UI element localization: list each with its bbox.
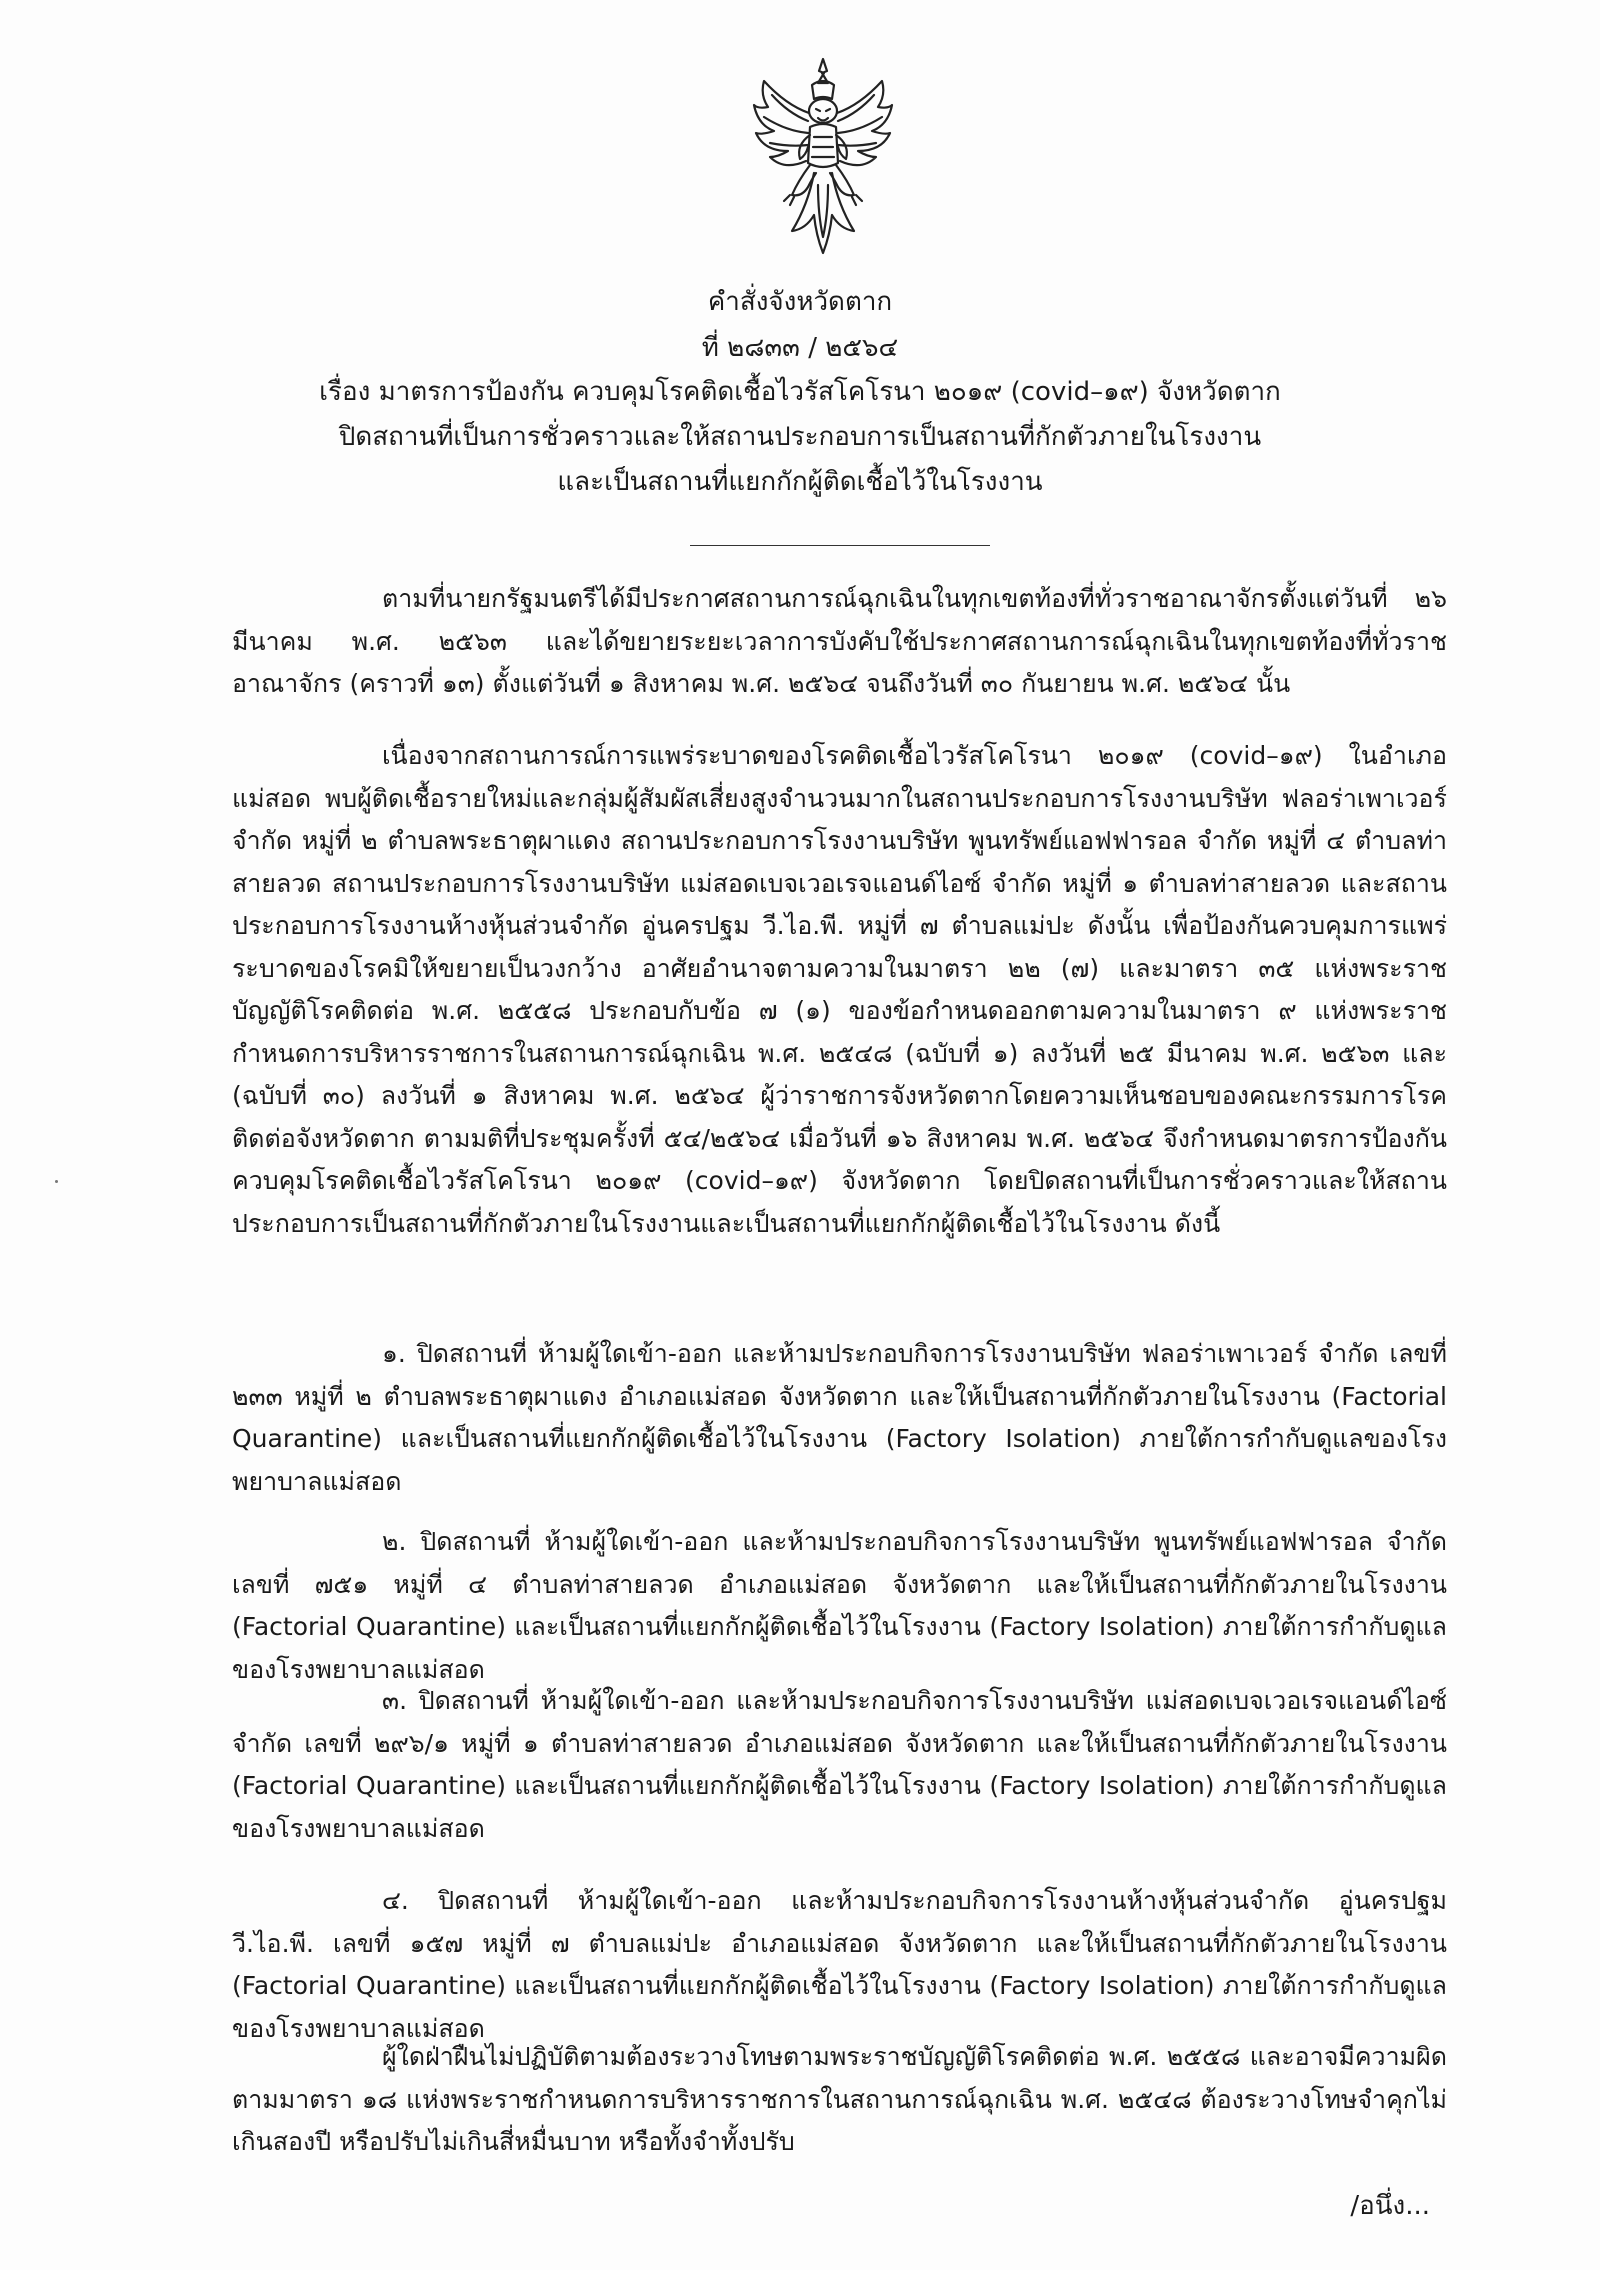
paragraph-text: ตามที่นายกรัฐมนตรีได้มีประกาศสถานการณ์ฉุกเฉินในทุกเขตท้องที่ทั่วราชอาณาจักรตั้งแต่วันที่ ๒๖ มีนาคม พ.ศ. ๒๕๖๓ และได้ขยายระยะเวลาการบังคับใช้ประกาศสถานการณ์ฉุกเฉินในทุกเขตท้องที่ทั่วราชอาณาจักร (คราวที่ ๑๓) ตั้งแต่วันที่ ๑ สิงหาคม พ.ศ. ๒๕๖๔ จนถึงวันที่ ๓๐ กันยายน พ.ศ. ๒๕๖๔ นั้น: [232, 584, 1447, 698]
paragraph-reasoning: [232, 735, 1447, 1292]
paragraph-text: ๑. ปิดสถานที่ ห้ามผู้ใดเข้า-ออก และห้ามประกอบกิจการโรงงานบริษัท ฟลอร่าเพาเวอร์ จำกัด เลขที่ ๒๓๓ หมู่ที่ ๒ ตำบลพระธาตุผาแดง อำเภอแม่สอด จังหวัดตาก และให้เป็นสถานที่กักตัวภายในโรงงาน (Factorial Quarantine) และเป็นสถานที่แยกกักผู้ติดเชื้อไว้ในโรงงาน (Factory Isolation) ภายใต้การกำกับดูแลของโรงพยาบาลแม่สอด: [232, 1339, 1447, 1496]
paragraph-text: ๓. ปิดสถานที่ ห้ามผู้ใดเข้า-ออก และห้ามประกอบกิจการโรงงานบริษัท แม่สอดเบจเวอเรจแอนด์ไอซ์ จำกัด เลขที่ ๒๙๖/๑ หมู่ที่ ๑ ตำบลท่าสายลวด อำเภอแม่สอด จังหวัดตาก และให้เป็นสถานที่กักตัวภายในโรงงาน (Factorial Quarantine) และเป็นสถานที่แยกกักผู้ติดเชื้อไว้ในโรงงาน (Factory Isolation) ภายใต้การกำกับดูแลของโรงพยาบาลแม่สอด: [232, 1686, 1447, 1843]
paragraph-item-1: [232, 1333, 1447, 1505]
paragraph-text: เนื่องจากสถานการณ์การแพร่ระบาดของโรคติดเชื้อไวรัสโคโรนา ๒๐๑๙ (covid–๑๙) ในอำเภอแม่สอด พบผู้ติดเชื้อรายใหม่และกลุ่มผู้สัมผัสเสี่ยงสูงจำนวนมากในสถานประกอบการโรงงานบริษัท ฟลอร่าเพาเวอร์ จำกัด หมู่ที่ ๒ ตำบลพระธาตุผาแดง สถานประกอบการโรงงานบริษัท พูนทรัพย์แอฟฟารอล จำกัด หมู่ที่ ๔ ตำบลท่าสายลวด สถานประกอบการโรงงานบริษัท แม่สอดเบจเวอเรจแอนด์ไอซ์ จำกัด หมู่ที่ ๑ ตำบลท่าสายลวด และสถานประกอบการโรงงานห้างหุ้นส่วนจำกัด อู่นครปฐม วี.ไอ.พี. หมู่ที่ ๗ ตำบลแม่ปะ ดังนั้น เพื่อป้องกันควบคุมการแพร่ระบาดของโรคมิให้ขยายเป็นวงกว้าง อาศัยอำนาจตามความในมาตรา ๒๒ (๗) และมาตรา ๓๕ แห่งพระราชบัญญัติโรคติดต่อ พ.ศ. ๒๕๕๘ ประกอบกับข้อ ๗ (๑) ของข้อกำหนดออกตามความในมาตรา ๙ แห่งพระราชกำหนดการบริหารราชการในสถานการณ์ฉุกเฉิน พ.ศ. ๒๕๔๘ (ฉบับที่ ๑) ลงวันที่ ๒๕ มีนาคม พ.ศ. ๒๕๖๓ และ (ฉบับที่ ๓๐) ลงวันที่ ๑ สิงหาคม พ.ศ. ๒๕๖๔ ผู้ว่าราชการจังหวัดตากโดยความเห็นชอบของคณะกรรมการโรคติดต่อจังหวัดตาก ตามมติที่ประชุมครั้งที่ ๕๔/๒๕๖๔ เมื่อวันที่ ๑๖ สิงหาคม พ.ศ. ๒๕๖๔ จึงกำหนดมาตรการป้องกันควบคุมโรคติดเชื้อไวรัสโคโรนา ๒๐๑๙ (covid–๑๙) จังหวัดตาก โดยปิดสถานที่เป็นการชั่วคราวและให้สถานประกอบการเป็นสถานที่กักตัวภายในโรงงานและเป็นสถานที่แยกกักผู้ติดเชื้อไว้ในโรงงาน ดังนี้: [232, 741, 1447, 1238]
order-subject-line-2: ปิดสถานที่เป็นการชั่วคราวและให้สถานประกอบการเป็นสถานที่กักตัวภายในโรงงาน: [338, 422, 1262, 452]
paragraph-text: ผู้ใดฝ่าฝืนไม่ปฏิบัติตามต้องระวางโทษตามพระราชบัญญัติโรคติดต่อ พ.ศ. ๒๕๕๘ และอาจมีความผิดตามมาตรา ๑๘ แห่งพระราชกำหนดการบริหารราชการในสถานการณ์ฉุกเฉิน พ.ศ. ๒๕๔๘ ต้องระวางโทษจำคุกไม่เกินสองปี หรือปรับไม่เกินสี่หมื่นบาท หรือทั้งจำทั้งปรับ: [232, 2042, 1447, 2156]
order-subject-line-3: และเป็นสถานที่แยกกักผู้ติดเชื้อไว้ในโรงงาน: [557, 467, 1043, 497]
paragraph-item-3: [232, 1680, 1447, 1852]
order-number: ที่ ๒๘๓๓ / ๒๕๖๔: [701, 333, 899, 363]
scan-speck: [55, 1180, 58, 1183]
continuation-marker: /อนึ่ง...: [1350, 2191, 1430, 2221]
header-divider: [690, 545, 990, 546]
paragraph-item-4: [232, 1880, 1447, 2043]
paragraph-preamble: [232, 578, 1447, 710]
paragraph-penalty: [232, 2036, 1447, 2166]
garuda-emblem-icon: [748, 55, 898, 265]
paragraph-item-2: [232, 1521, 1447, 1684]
order-subject-line-1: เรื่อง มาตรการป้องกัน ควบคุมโรคติดเชื้อไวรัสโคโรนา ๒๐๑๙ (covid–๑๙) จังหวัดตาก: [319, 377, 1281, 407]
order-title: คำสั่งจังหวัดตาก: [707, 287, 893, 317]
paragraph-text: ๒. ปิดสถานที่ ห้ามผู้ใดเข้า-ออก และห้ามประกอบกิจการโรงงานบริษัท พูนทรัพย์แอฟฟารอล จำกัด เลขที่ ๗๕๑ หมู่ที่ ๔ ตำบลท่าสายลวด อำเภอแม่สอด จังหวัดตาก และให้เป็นสถานที่กักตัวภายในโรงงาน (Factorial Quarantine) และเป็นสถานที่แยกกักผู้ติดเชื้อไว้ในโรงงาน (Factory Isolation) ภายใต้การกำกับดูแลของโรงพยาบาลแม่สอด: [232, 1527, 1447, 1684]
paragraph-text: ๔. ปิดสถานที่ ห้ามผู้ใดเข้า-ออก และห้ามประกอบกิจการโรงงานห้างหุ้นส่วนจำกัด อู่นครปฐม วี.ไอ.พี. เลขที่ ๑๕๗ หมู่ที่ ๗ ตำบลแม่ปะ อำเภอแม่สอด จังหวัดตาก และให้เป็นสถานที่กักตัวภายในโรงงาน (Factorial Quarantine) และเป็นสถานที่แยกกักผู้ติดเชื้อไว้ในโรงงาน (Factory Isolation) ภายใต้การกำกับดูแลของโรงพยาบาลแม่สอด: [232, 1886, 1447, 2043]
